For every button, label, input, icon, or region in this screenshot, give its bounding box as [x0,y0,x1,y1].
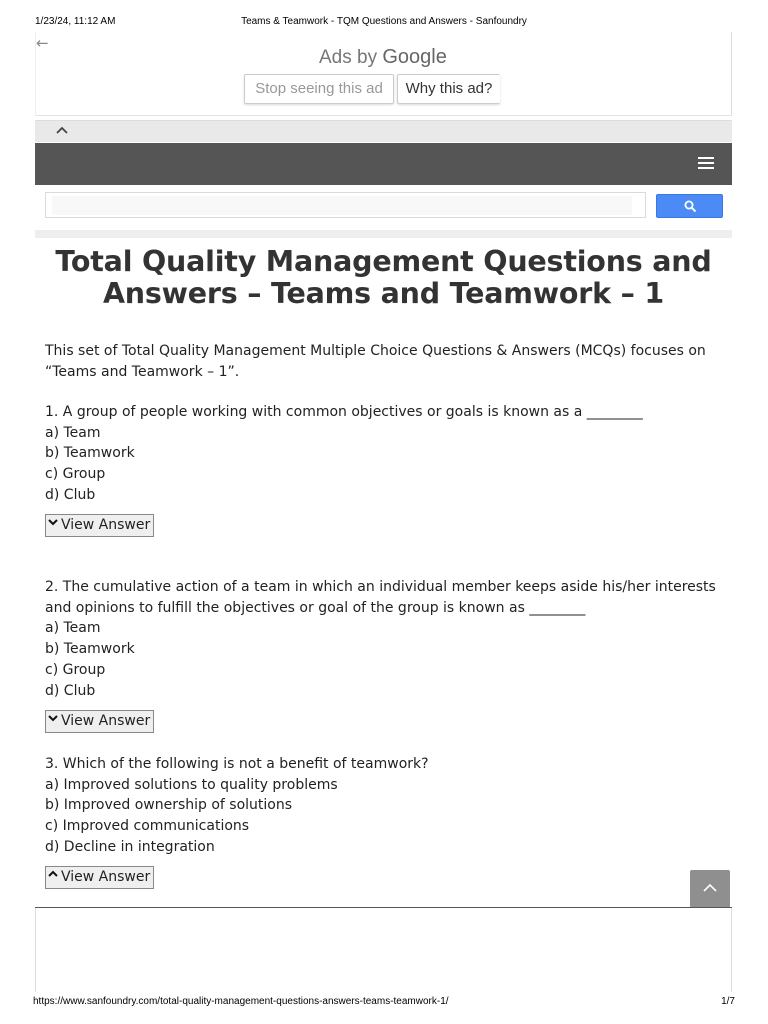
chevron-down-icon [48,713,58,723]
option-a: a) Improved solutions to quality problems [45,776,338,793]
chevron-up-icon [48,869,58,879]
page-title-line-2: Answers – Teams and Teamwork – 1 [102,277,665,310]
chevron-up-icon[interactable] [56,124,68,136]
print-doc-title: Teams & Teamwork - TQM Questions and Answers - Sanfoundry [241,16,527,27]
page-title [35,246,732,310]
question-text: 2. The cumulative action of a team in which an individual member keeps aside his/her interests and opinions to fulfill the objectives or goal of the group is known as ________ [45,579,716,616]
ad-collapse-bar[interactable] [35,120,732,142]
stop-seeing-ad-button[interactable]: Stop seeing this ad [244,74,394,104]
print-header [0,16,768,30]
chevron-down-icon [48,517,58,527]
view-answer-button-2[interactable] [45,710,154,733]
scroll-to-top-button[interactable] [690,870,730,908]
top-nav-bar [35,143,732,185]
option-c: c) Group [45,661,106,678]
option-d: d) Club [45,682,96,699]
option-a: a) Team [45,424,101,441]
bottom-ad-area [35,908,732,992]
option-c: c) Group [45,466,106,483]
back-arrow-icon[interactable]: ← [36,34,49,52]
view-answer-button-3[interactable] [45,866,154,889]
question-3 [45,754,725,858]
print-url: https://www.sanfoundry.com/total-quality-management-questions-answers-teams-teamwork-1/ [33,996,449,1007]
search-icon [684,200,697,213]
search-bar [35,192,732,224]
view-answer-button-1[interactable] [45,514,154,537]
option-b: b) Teamwork [45,641,135,658]
ad-container [35,32,732,116]
ads-by-google [319,46,447,69]
page-title-line-1: Total Quality Management Questions and [55,245,712,278]
why-this-ad-button[interactable]: Why this ad? [397,74,500,104]
option-d: d) Club [45,486,96,503]
print-page-number: 1/7 [721,996,735,1007]
view-answer-label: View Answer [61,713,151,729]
print-datetime: 1/23/24, 11:12 AM [35,16,116,27]
search-button[interactable] [656,194,723,218]
question-text: 1. A group of people working with common objectives or goals is known as a ________ [45,404,643,420]
chevron-up-icon [703,883,717,893]
question-1 [45,402,725,506]
hamburger-menu-icon[interactable] [698,157,714,171]
view-answer-label: View Answer [61,517,151,533]
ads-by-label: Ads by [319,47,378,68]
option-b: b) Improved ownership of solutions [45,797,293,814]
option-b: b) Teamwork [45,445,135,462]
google-logo: Google [382,46,447,68]
article-intro: This set of Total Quality Management Multiple Choice Questions & Answers (MCQs) focuses on “Teams and Teamwork – 1”. [45,343,706,380]
question-text: 3. Which of the following is not a benefit of teamwork? [45,756,429,772]
view-answer-label: View Answer [61,869,151,885]
option-d: d) Decline in integration [45,838,215,855]
option-c: c) Improved communications [45,818,250,835]
section-divider [35,230,732,238]
print-footer [0,996,768,1010]
search-input[interactable] [52,196,632,215]
option-a: a) Team [45,620,101,637]
search-input-box[interactable] [45,192,646,218]
question-2 [45,577,725,701]
